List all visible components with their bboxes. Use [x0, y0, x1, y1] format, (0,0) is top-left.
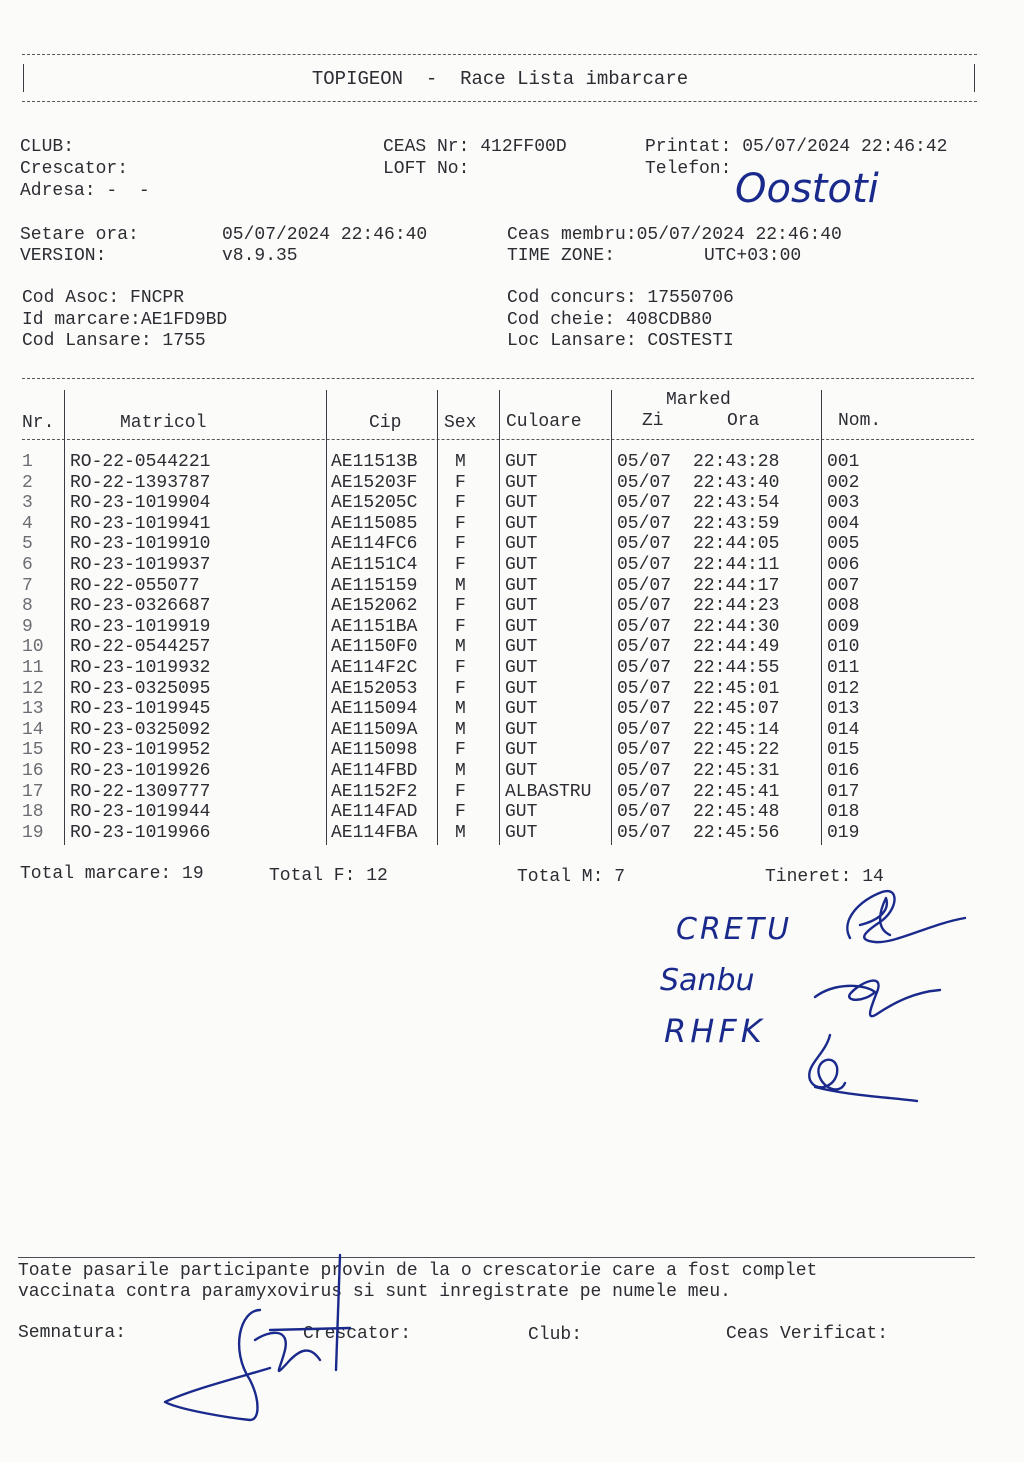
table-cell-matricol: RO-23-1019926: [70, 760, 211, 781]
table-cell-culoare: GUT: [505, 719, 538, 740]
table-cell-cip: AE114FAD: [331, 802, 418, 823]
table-cell-culoare: GUT: [505, 513, 538, 534]
table-cell-ora: 22:43:40: [693, 472, 780, 493]
table-cell-zi: 05/07: [617, 513, 672, 534]
cod-lansare: Cod Lansare: 1755: [22, 331, 206, 351]
table-cell-culoare: GUT: [505, 740, 538, 761]
setare-ora-value: 05/07/2024 22:46:40: [222, 225, 428, 245]
signature-3: [795, 1025, 925, 1110]
table-header-rule: [22, 439, 974, 440]
cod-concurs: Cod concurs: 17550706: [507, 288, 734, 308]
th-culoare: Culoare: [506, 412, 582, 432]
version-label: VERSION:: [20, 246, 107, 266]
table-cell-cip: AE1151BA: [331, 616, 418, 637]
table-cell-sex: F: [455, 534, 466, 555]
table-cell-sex: F: [455, 493, 466, 514]
table-cell-ora: 22:45:56: [693, 822, 780, 843]
table-cell-zi: 05/07: [617, 637, 672, 658]
table-cell-ora: 22:44:11: [693, 554, 780, 575]
footer-declaration-line2: vaccinata contra paramyxovirus si sunt inregistrate pe numele meu.: [18, 1282, 731, 1302]
table-cell-nr: 6: [22, 554, 33, 575]
col-sep-marked: [821, 390, 822, 845]
time-zone-label: TIME ZONE:: [507, 246, 616, 266]
loft-no: LOFT No:: [383, 159, 470, 179]
ceas-membru: Ceas membru:05/07/2024 22:46:40: [507, 225, 842, 245]
table-cell-zi: 05/07: [617, 575, 672, 596]
table-cell-sex: M: [455, 637, 466, 658]
club-sign-label: Club:: [528, 1325, 583, 1345]
table-cell-matricol: RO-22-0544257: [70, 637, 211, 658]
table-cell-zi: 05/07: [617, 678, 672, 699]
club-label: CLUB:: [20, 137, 75, 157]
column-ora: [693, 452, 779, 843]
crescator-label: Crescator:: [20, 159, 129, 179]
table-cell-matricol: RO-22-0544221: [70, 452, 211, 472]
loc-lansare: Loc Lansare: COSTESTI: [507, 331, 734, 351]
table-cell-sex: F: [455, 781, 466, 802]
handwritten-name-cretu: CRETU: [676, 912, 793, 947]
table-cell-ora: 22:44:30: [693, 616, 780, 637]
table-cell-sex: F: [455, 802, 466, 823]
total-marcare: Total marcare: 19: [20, 864, 204, 884]
th-marked: Marked: [666, 390, 731, 410]
table-cell-matricol: RO-23-1019941: [70, 513, 211, 534]
document-title: TOPIGEON - Race Lista imbarcare: [311, 68, 689, 90]
table-cell-cip: AE114FC6: [331, 534, 418, 555]
table-cell-nom: 006: [827, 554, 860, 575]
table-cell-cip: AE15203F: [331, 472, 418, 493]
table-cell-nom: 005: [827, 534, 860, 555]
table-cell-matricol: RO-23-1019904: [70, 493, 211, 514]
table-cell-sex: F: [455, 657, 466, 678]
cod-asoc: Cod Asoc: FNCPR: [22, 288, 185, 308]
table-cell-sex: F: [455, 678, 466, 699]
table-cell-zi: 05/07: [617, 719, 672, 740]
table-cell-ora: 22:45:41: [693, 781, 780, 802]
ceas-verificat-label: Ceas Verificat:: [726, 1324, 889, 1344]
table-cell-culoare: GUT: [505, 554, 538, 575]
table-cell-cip: AE11509A: [331, 719, 418, 740]
id-marcare: Id marcare:AE1FD9BD: [22, 310, 228, 330]
table-cell-nr: 3: [22, 493, 33, 514]
table-cell-zi: 05/07: [617, 596, 672, 617]
table-cell-nom: 019: [827, 822, 860, 843]
table-cell-culoare: GUT: [505, 534, 538, 555]
table-cell-nom: 011: [827, 657, 860, 678]
table-cell-sex: F: [455, 513, 466, 534]
table-cell-nr: 8: [22, 596, 33, 617]
table-cell-zi: 05/07: [617, 781, 672, 802]
table-cell-culoare: GUT: [505, 472, 538, 493]
table-cell-culoare: GUT: [505, 493, 538, 514]
table-cell-cip: AE114F2C: [331, 657, 418, 678]
table-cell-ora: 22:44:23: [693, 596, 780, 617]
table-cell-nom: 001: [827, 452, 860, 472]
table-cell-nom: 016: [827, 760, 860, 781]
column-matricol: [70, 452, 210, 843]
table-cell-matricol: RO-23-1019937: [70, 554, 211, 575]
table-cell-nr: 2: [22, 472, 33, 493]
table-cell-cip: AE115098: [331, 740, 418, 761]
handwritten-name-rhfk: RHFK: [664, 1012, 766, 1050]
col-sep-sex: [499, 390, 500, 845]
table-cell-matricol: RO-23-1019945: [70, 699, 211, 720]
table-cell-zi: 05/07: [617, 657, 672, 678]
column-sex: [455, 452, 466, 843]
table-cell-sex: F: [455, 554, 466, 575]
table-cell-nr: 1: [22, 452, 33, 472]
table-cell-matricol: RO-23-0326687: [70, 596, 211, 617]
table-cell-cip: AE115085: [331, 513, 418, 534]
th-nr: Nr.: [22, 413, 55, 433]
table-cell-nom: 010: [827, 637, 860, 658]
table-cell-sex: M: [455, 699, 466, 720]
table-cell-matricol: RO-23-1019944: [70, 802, 211, 823]
table-cell-culoare: GUT: [505, 616, 538, 637]
table-cell-zi: 05/07: [617, 616, 672, 637]
table-cell-sex: M: [455, 719, 466, 740]
table-cell-nr: 19: [22, 822, 44, 843]
table-cell-culoare: GUT: [505, 637, 538, 658]
table-cell-sex: M: [455, 575, 466, 596]
table-cell-zi: 05/07: [617, 760, 672, 781]
table-cell-cip: AE1151C4: [331, 554, 418, 575]
table-cell-cip: AE115094: [331, 699, 418, 720]
table-cell-cip: AE152053: [331, 678, 418, 699]
table-cell-matricol: RO-23-0325092: [70, 719, 211, 740]
table-cell-zi: 05/07: [617, 822, 672, 843]
ceas-nr: CEAS Nr: 412FF00D: [383, 137, 567, 157]
table-cell-matricol: RO-22-1309777: [70, 781, 211, 802]
table-cell-cip: AE152062: [331, 596, 418, 617]
table-cell-culoare: GUT: [505, 452, 538, 472]
table-cell-zi: 05/07: [617, 534, 672, 555]
total-f: Total F: 12: [269, 866, 388, 886]
signature-2: [805, 962, 945, 1032]
table-cell-cip: AE1150F0: [331, 637, 418, 658]
signature-crescator: [160, 1250, 360, 1430]
title-top-rule: [22, 54, 977, 55]
table-cell-nr: 16: [22, 760, 44, 781]
table-cell-sex: M: [455, 760, 466, 781]
col-sep-cip: [437, 390, 438, 845]
printat: Printat: 05/07/2024 22:46:42: [645, 137, 948, 157]
column-nom: [827, 452, 859, 843]
table-cell-matricol: RO-23-1019932: [70, 657, 211, 678]
table-cell-nr: 5: [22, 534, 33, 555]
table-cell-zi: 05/07: [617, 740, 672, 761]
table-cell-nom: 017: [827, 781, 860, 802]
adresa-label: Adresa: - -: [20, 181, 150, 201]
th-cip: Cip: [369, 413, 402, 433]
column-zi: [617, 452, 671, 843]
table-top-rule: [22, 378, 974, 379]
title-bottom-rule: [22, 101, 977, 102]
table-cell-sex: F: [455, 616, 466, 637]
table-cell-cip: AE1152F2: [331, 781, 418, 802]
table-cell-nom: 014: [827, 719, 860, 740]
table-cell-nr: 7: [22, 575, 33, 596]
table-cell-matricol: RO-22-1393787: [70, 472, 211, 493]
telefon-label: Telefon:: [645, 159, 732, 179]
table-cell-nom: 008: [827, 596, 860, 617]
table-cell-nr: 17: [22, 781, 44, 802]
table-cell-ora: 22:43:54: [693, 493, 780, 514]
table-cell-ora: 22:43:28: [693, 452, 780, 472]
table-cell-culoare: GUT: [505, 822, 538, 843]
table-cell-culoare: GUT: [505, 596, 538, 617]
col-sep-culoare: [611, 390, 612, 845]
table-cell-nom: 007: [827, 575, 860, 596]
telefon-handwritten: Oostoti: [735, 166, 879, 212]
table-cell-cip: AE15205C: [331, 493, 418, 514]
th-zi: Zi: [642, 411, 664, 431]
table-cell-sex: M: [455, 452, 466, 472]
table-cell-ora: 22:45:22: [693, 740, 780, 761]
table-cell-matricol: RO-23-0325095: [70, 678, 211, 699]
th-matricol: Matricol: [120, 413, 207, 433]
table-cell-zi: 05/07: [617, 472, 672, 493]
th-sex: Sex: [444, 413, 477, 433]
table-cell-culoare: GUT: [505, 760, 538, 781]
table-cell-ora: 22:45:01: [693, 678, 780, 699]
table-cell-nom: 002: [827, 472, 860, 493]
cod-cheie: Cod cheie: 408CDB80: [507, 310, 713, 330]
table-cell-ora: 22:44:05: [693, 534, 780, 555]
col-sep-matricol: [326, 390, 327, 845]
table-cell-nr: 10: [22, 637, 44, 658]
table-cell-ora: 22:45:31: [693, 760, 780, 781]
table-cell-ora: 22:44:49: [693, 637, 780, 658]
table-cell-zi: 05/07: [617, 699, 672, 720]
table-cell-nom: 009: [827, 616, 860, 637]
table-cell-ora: 22:45:14: [693, 719, 780, 740]
table-cell-nom: 004: [827, 513, 860, 534]
column-culoare: [505, 452, 591, 843]
table-cell-nr: 15: [22, 740, 44, 761]
table-cell-nom: 012: [827, 678, 860, 699]
table-cell-culoare: GUT: [505, 575, 538, 596]
table-cell-nr: 12: [22, 678, 44, 699]
crescator-sign-label: Crescator:: [303, 1324, 412, 1344]
table-cell-sex: F: [455, 472, 466, 493]
table-cell-ora: 22:45:07: [693, 699, 780, 720]
table-cell-cip: AE11513B: [331, 452, 418, 472]
table-cell-zi: 05/07: [617, 802, 672, 823]
table-cell-culoare: GUT: [505, 678, 538, 699]
table-cell-matricol: RO-22-055077: [70, 575, 200, 596]
table-cell-nr: 13: [22, 699, 44, 720]
table-cell-culoare: ALBASTRU: [505, 781, 592, 802]
table-cell-cip: AE114FBD: [331, 760, 418, 781]
table-cell-culoare: GUT: [505, 802, 538, 823]
table-cell-matricol: RO-23-1019966: [70, 822, 211, 843]
table-cell-sex: F: [455, 740, 466, 761]
table-cell-matricol: RO-23-1019910: [70, 534, 211, 555]
time-zone-value: UTC+03:00: [704, 246, 802, 266]
table-cell-ora: 22:44:55: [693, 657, 780, 678]
table-cell-nom: 013: [827, 699, 860, 720]
signature-1: [820, 880, 970, 960]
table-cell-nom: 003: [827, 493, 860, 514]
handwritten-name-2: Sanbu: [660, 963, 755, 998]
table-cell-ora: 22:44:17: [693, 575, 780, 596]
th-ora: Ora: [727, 411, 760, 431]
setare-ora-label: Setare ora:: [20, 225, 139, 245]
table-cell-ora: 22:43:59: [693, 513, 780, 534]
table-cell-cip: AE115159: [331, 575, 418, 596]
table-cell-ora: 22:45:48: [693, 802, 780, 823]
table-cell-culoare: GUT: [505, 657, 538, 678]
table-cell-nr: 18: [22, 802, 44, 823]
table-cell-nr: 9: [22, 616, 33, 637]
th-nom: Nom.: [838, 411, 882, 431]
table-cell-nr: 11: [22, 657, 44, 678]
table-cell-culoare: GUT: [505, 699, 538, 720]
table-cell-nr: 4: [22, 513, 33, 534]
table-cell-cip: AE114FBA: [331, 822, 418, 843]
table-cell-matricol: RO-23-1019952: [70, 740, 211, 761]
table-cell-zi: 05/07: [617, 452, 672, 472]
table-cell-zi: 05/07: [617, 493, 672, 514]
table-cell-nr: 14: [22, 719, 44, 740]
table-cell-matricol: RO-23-1019919: [70, 616, 211, 637]
footer-declaration-line1: Toate pasarile participante provin de la o crescatorie care a fost complet: [18, 1261, 818, 1281]
semnatura-label: Semnatura:: [18, 1323, 127, 1343]
table-cell-nom: 015: [827, 740, 860, 761]
column-cip: [331, 452, 417, 843]
total-m: Total M: 7: [517, 867, 626, 887]
table-cell-sex: F: [455, 596, 466, 617]
tineret: Tineret: 14: [765, 867, 884, 887]
table-cell-sex: M: [455, 822, 466, 843]
table-cell-nom: 018: [827, 802, 860, 823]
version-value: v8.9.35: [222, 246, 298, 266]
column-nr: [22, 452, 44, 843]
table-cell-zi: 05/07: [617, 554, 672, 575]
col-sep-nr: [64, 390, 65, 845]
